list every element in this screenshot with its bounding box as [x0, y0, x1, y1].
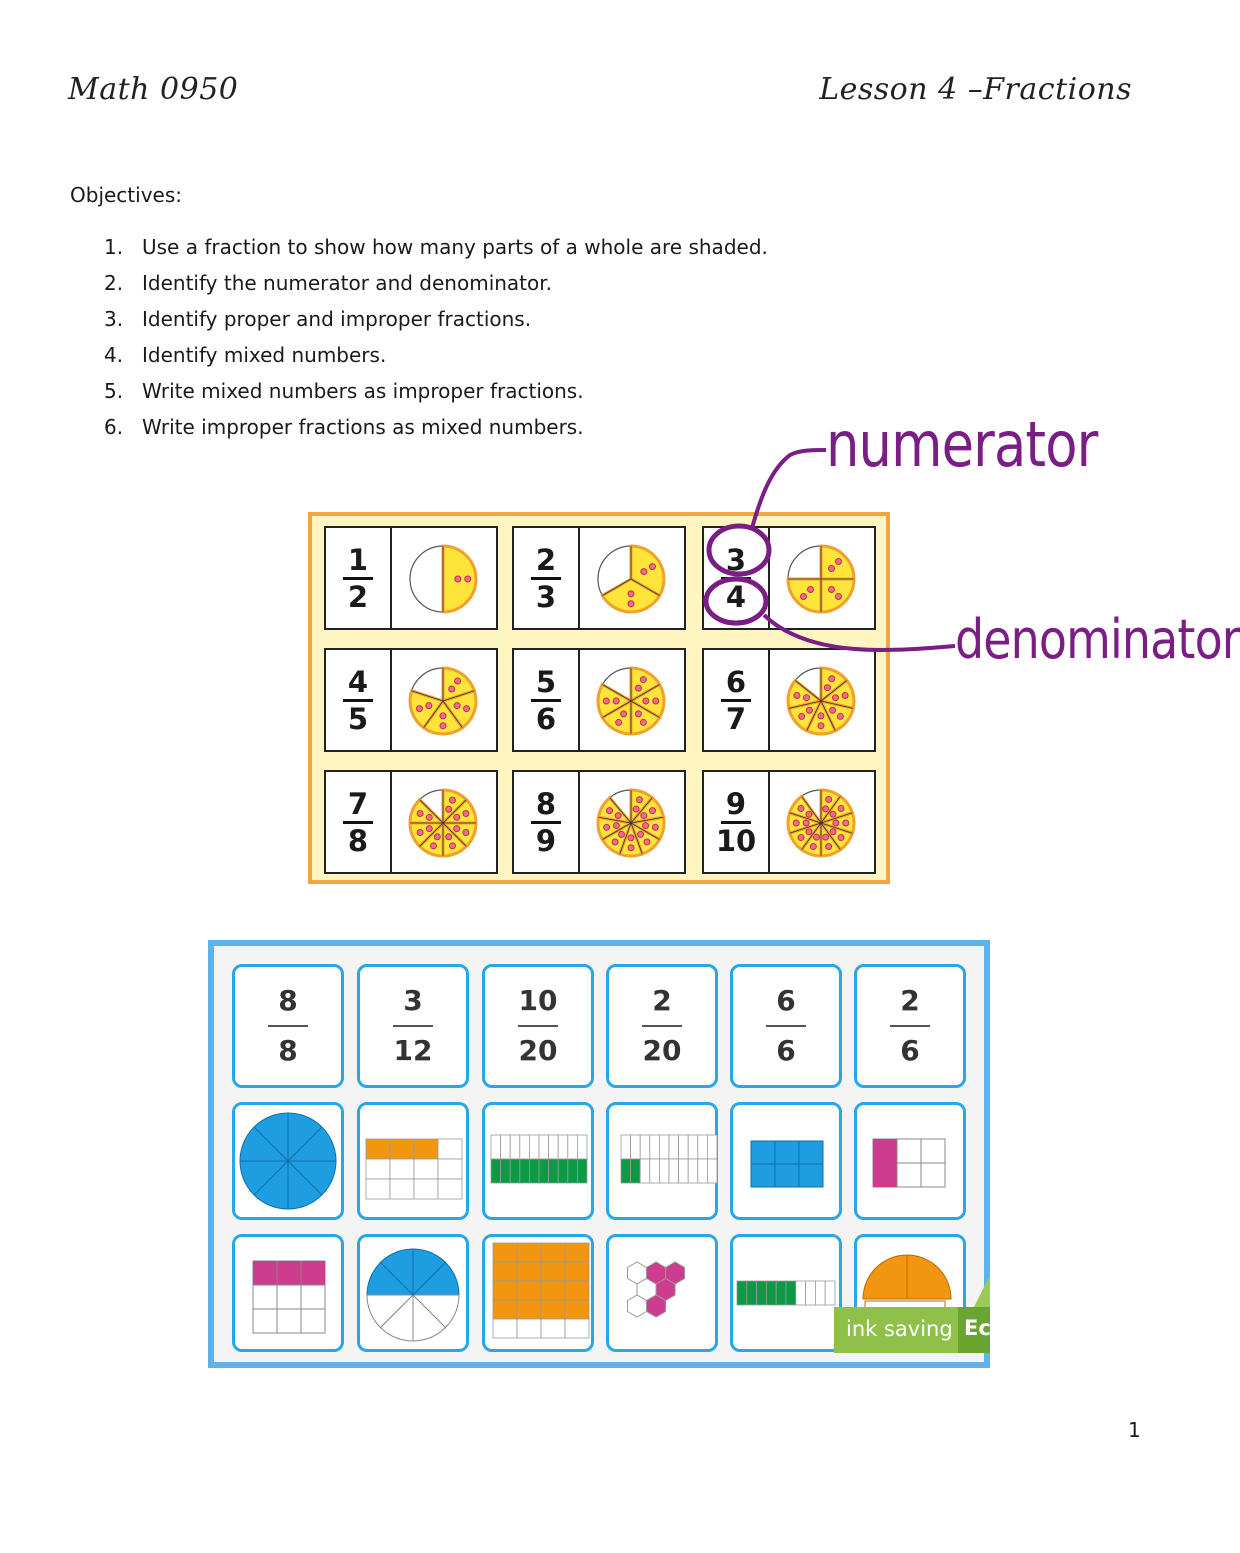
pizza-icon — [784, 542, 858, 616]
pizza-icon — [594, 786, 668, 860]
pizza-icon — [784, 786, 858, 860]
fraction-numerator: 2 — [652, 984, 672, 1017]
objective-text: Identify mixed numbers. — [142, 343, 387, 367]
fraction-bar — [766, 1025, 806, 1027]
fraction-label — [704, 650, 770, 750]
fraction-denominator: 8 — [278, 1034, 298, 1067]
picture-card — [482, 1234, 594, 1352]
pizza-icon — [594, 664, 668, 738]
fraction-label — [326, 772, 392, 872]
objective-number: 1. — [104, 235, 124, 259]
fraction-numerator: 6 — [725, 664, 747, 699]
fraction-label — [514, 650, 580, 750]
picture-card — [730, 1234, 842, 1352]
fraction-bar — [393, 1025, 433, 1027]
objective-text: Identify the numerator and denominator. — [142, 271, 552, 295]
fraction-denominator: 10 — [715, 823, 757, 858]
pizza-icon — [406, 542, 480, 616]
fraction-bar — [518, 1025, 558, 1027]
ink-saving-tag-text: Ec — [964, 1316, 991, 1340]
bar-2-of-20-picture — [609, 1105, 715, 1217]
pizza-icon — [406, 786, 480, 860]
picture-card — [854, 1102, 966, 1220]
fraction-denominator: 8 — [347, 823, 369, 858]
fraction-label — [704, 772, 770, 872]
picture-card — [357, 1102, 469, 1220]
grid-3-of-12-picture — [360, 1105, 466, 1217]
ink-saving-label: ink saving — [846, 1317, 953, 1341]
objective-text: Write improper fractions as mixed numbers. — [142, 415, 584, 439]
fraction-denominator: 6 — [535, 701, 557, 736]
fraction-match-board — [208, 940, 990, 1368]
pizza-icon — [406, 664, 480, 738]
picture-card — [606, 1234, 718, 1352]
fraction-bar — [268, 1025, 308, 1027]
fraction-numerator: 4 — [347, 664, 369, 699]
grid-6-of-6-picture — [733, 1105, 839, 1217]
page-number: 1 — [1128, 1418, 1141, 1442]
objective-item — [104, 268, 768, 304]
objective-number: 5. — [104, 379, 124, 403]
picture-card — [232, 1102, 344, 1220]
fraction-numerator: 10 — [518, 984, 558, 1017]
objective-item — [104, 232, 768, 268]
pizza-fraction-card — [702, 770, 876, 874]
fraction-label — [326, 650, 392, 750]
objective-number: 4. — [104, 343, 124, 367]
pizza-fraction-card — [324, 648, 498, 752]
fraction-numerator: 3 — [725, 542, 747, 577]
pizza-fraction-card — [702, 526, 876, 630]
fraction-numerator: 7 — [347, 786, 369, 821]
objectives-heading: Objectives: — [70, 183, 182, 207]
numerator-annotation: numerator — [826, 408, 1098, 481]
picture-card — [606, 1102, 718, 1220]
fraction-label — [514, 528, 580, 628]
fraction-denominator: 4 — [725, 579, 747, 614]
fraction-card — [357, 964, 469, 1088]
fraction-numerator: 2 — [535, 542, 557, 577]
fraction-numerator: 9 — [725, 786, 747, 821]
grid-3-of-9-picture — [235, 1237, 341, 1349]
fraction-denominator: 6 — [776, 1034, 796, 1067]
fraction-card — [854, 964, 966, 1088]
pizza-fraction-card — [324, 526, 498, 630]
pizza-fraction-card — [324, 770, 498, 874]
objective-item — [104, 412, 768, 448]
fraction-denominator: 7 — [725, 701, 747, 736]
fraction-numerator: 8 — [535, 786, 557, 821]
fraction-numerator: 6 — [776, 984, 796, 1017]
picture-card — [730, 1102, 842, 1220]
fraction-numerator: 1 — [347, 542, 369, 577]
fraction-numerator: 5 — [535, 664, 557, 699]
fraction-denominator: 12 — [393, 1034, 433, 1067]
picture-card — [357, 1234, 469, 1352]
hexagon-pattern-picture — [609, 1237, 715, 1349]
objective-text: Identify proper and improper fractions. — [142, 307, 532, 331]
objective-item — [104, 376, 768, 412]
pizza-fraction-card — [512, 770, 686, 874]
objective-number: 2. — [104, 271, 124, 295]
fraction-denominator: 5 — [347, 701, 369, 736]
lesson-title: Lesson 4 –Fractions — [819, 72, 1132, 107]
fraction-label — [514, 772, 580, 872]
pizza-fraction-card — [512, 648, 686, 752]
objectives-list — [104, 232, 768, 448]
fraction-label — [704, 528, 770, 628]
course-title: Math 0950 — [68, 72, 239, 107]
picture-card — [482, 1102, 594, 1220]
fraction-numerator: 8 — [278, 984, 298, 1017]
fraction-denominator: 3 — [535, 579, 557, 614]
fraction-denominator: 6 — [900, 1034, 920, 1067]
objective-number: 6. — [104, 415, 124, 439]
fraction-numerator: 3 — [403, 984, 423, 1017]
bar-partial-picture — [733, 1237, 839, 1349]
fraction-card — [232, 964, 344, 1088]
picture-card — [232, 1234, 344, 1352]
circle-half-picture — [360, 1237, 466, 1349]
bar-10-of-20-picture — [485, 1105, 591, 1217]
objective-item — [104, 304, 768, 340]
denominator-annotation: denominator — [955, 608, 1240, 671]
objective-item — [104, 340, 768, 376]
fraction-label — [326, 528, 392, 628]
fraction-denominator: 9 — [535, 823, 557, 858]
objective-text: Write mixed numbers as improper fractions. — [142, 379, 584, 403]
grid-16-of-20-picture — [485, 1237, 591, 1349]
fraction-card — [482, 964, 594, 1088]
pizza-icon — [594, 542, 668, 616]
fraction-numerator: 2 — [900, 984, 920, 1017]
objective-number: 3. — [104, 307, 124, 331]
fraction-card — [730, 964, 842, 1088]
pizza-fraction-card — [702, 648, 876, 752]
fraction-denominator: 20 — [642, 1034, 682, 1067]
ink-saving-button[interactable] — [834, 1307, 990, 1353]
pizza-icon — [784, 664, 858, 738]
fraction-card — [606, 964, 718, 1088]
fraction-bar — [890, 1025, 930, 1027]
pizza-fraction-card — [512, 526, 686, 630]
grid-2-of-6-picture — [857, 1105, 963, 1217]
full-circle-picture — [235, 1105, 341, 1217]
fraction-denominator: 20 — [518, 1034, 558, 1067]
pizza-fraction-board — [308, 512, 890, 884]
fraction-bar — [642, 1025, 682, 1027]
fraction-denominator: 2 — [347, 579, 369, 614]
objective-text: Use a fraction to show how many parts of a whole are shaded. — [142, 235, 768, 259]
ink-saving-tag — [958, 1307, 990, 1353]
